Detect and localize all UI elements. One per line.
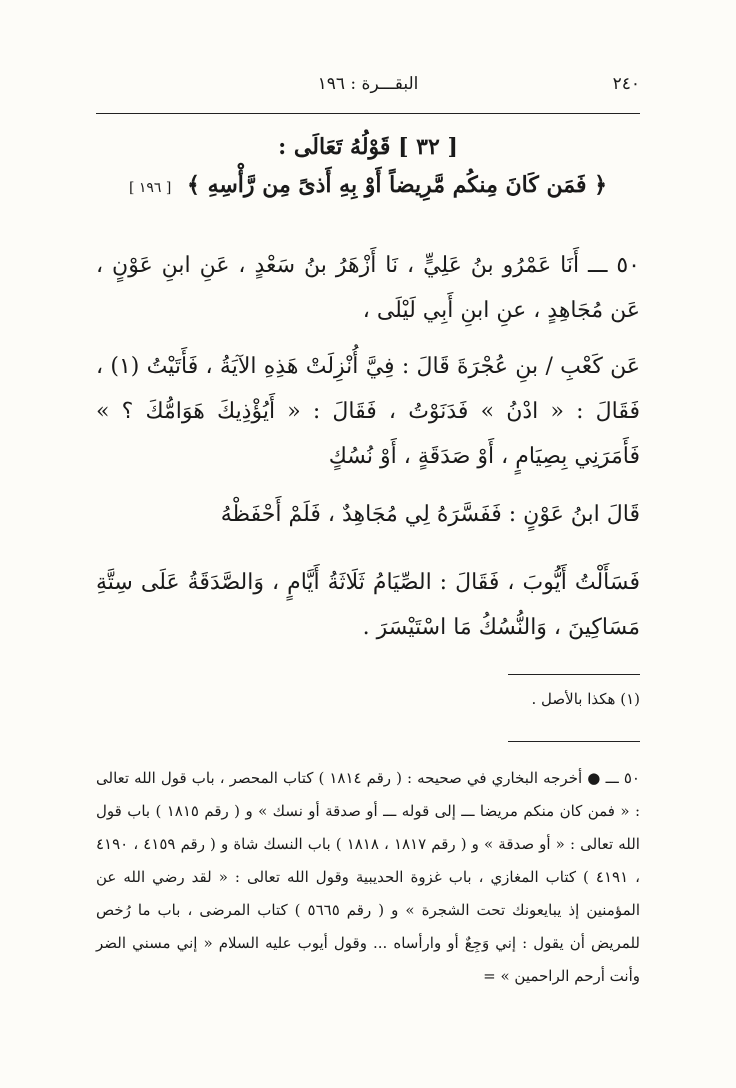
page-number: ٢٤٠ <box>612 74 640 94</box>
header-rule <box>96 113 640 114</box>
notes-rule <box>508 741 640 742</box>
hadith-text: عَن كَعْبِ / بنِ عُجْرَةَ قَالَ : فِيَّ أُنْزِلَتْ هَذِهِ الآيَةُ ، فَأَتَيْتُ (١) ، فَقَالَ : « ادْنُ » فَدَنَوْتُ ، فَقَالَ : « أَيُؤْذِيكَ هَوَامُّكَ ؟ » فَأَمَرَنِي بِصِيَامٍ ، أَوْ صَدَقَةٍ ، أَوْ نُسُكٍ <box>96 354 640 469</box>
running-head: البقـــرة : ١٩٦ <box>317 74 419 94</box>
page-header <box>96 74 640 100</box>
verse-reference: [ ١٩٦ ] <box>128 180 172 196</box>
footnote: (١) هكذا بالأصل . <box>531 690 640 708</box>
takhrij-notes: ٥٠ ـــ ● أخرجه البخاري في صحيحه : ( رقم ١٨١٤ ) كتاب المحصر ، باب قول الله تعالى : « فمن كان منكم مريضا ـــ إلى قوله ـــ أو صدقة أو نسك » و ( رقم ١٨١٥ ) باب قول الله تعالى : « أو صدقة » و ( رقم ١٨١٧ ، ١٨١٨ ) باب النسك شاة و ( رقم ٤١٥٩ ، ٤١٩٠ ، ٤١٩١ ) كتاب المغازي ، باب غزوة الحديبية وقول الله تعالى : « لقد رضي الله عن المؤمنين إذ يبايعونك تحت الشجرة » و ( رقم ٥٦٦٥ ) كتاب المرضى ، باب ما رُخص للمريض أن يقول : إني وَجِعٌ أو وارأساه ... وقول أيوب عليه السلام « إني مسني الضر وأنت أرحم الراحمين » = <box>96 769 640 985</box>
ayyub-statement: فَسَأَلْتُ أَيُّوبَ ، فَقَالَ : الصِّيَامُ ثَلَاثَةُ أَيَّامٍ ، وَالصَّدَقَةُ عَلَى سِتَّةِ مَسَاكِينَ ، وَالنُّسُكُ مَا اسْتَيْسَرَ . <box>96 570 640 640</box>
ibn-awn-statement: قَالَ ابنُ عَوْنٍ : فَفَسَّرَهُ لِي مُجَاهِدٌ ، فَلَمْ أَحْفَظْهُ <box>220 502 640 527</box>
footnote-rule <box>508 674 640 675</box>
quran-verse <box>96 172 640 198</box>
section-heading: [ ٣٢ ] قَوْلُهُ تَعَالَى : <box>278 134 458 160</box>
verse-text: ﴿ فَمَن كَانَ مِنكُم مَّرِيضاً أَوْ بِهِ أَذىً مِن رَّأْسِهِ ﴾ <box>187 172 608 198</box>
hadith-isnad: ٥٠ ـــ أَنَا عَمْرُو بنُ عَلِيٍّ ، نَا أَزْهَرُ بنُ سَعْدٍ ، عَنِ ابنِ عَوْنٍ ، عَن مُجَاهِدٍ ، عنِ ابنِ أَبِي لَيْلَى ، <box>96 253 640 323</box>
